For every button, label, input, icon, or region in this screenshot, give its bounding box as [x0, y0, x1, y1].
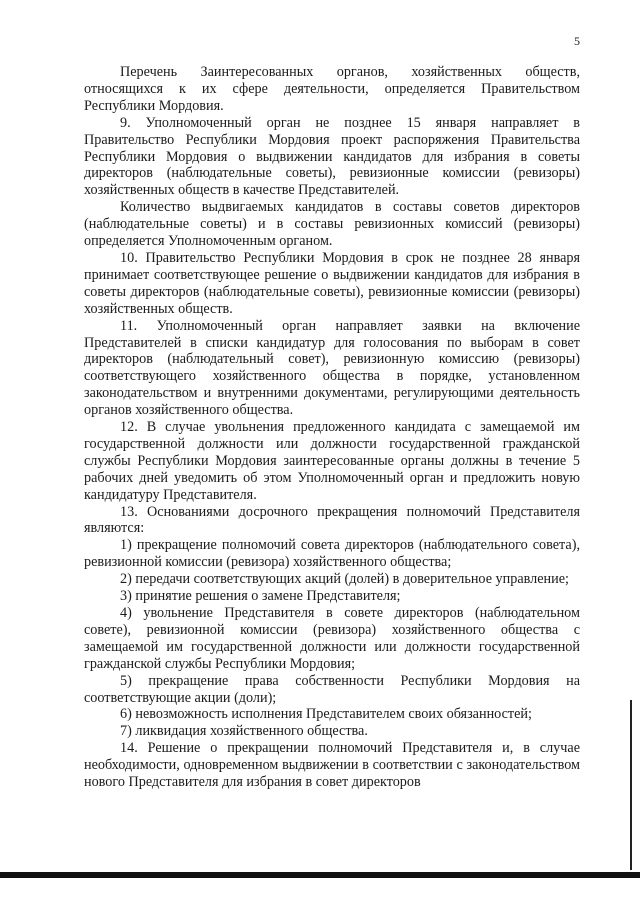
document-body — [84, 64, 580, 791]
paragraph: 13. Основаниями досрочного прекращения полномочий Представителя являются: — [84, 503, 580, 537]
scan-bottom-border — [0, 872, 640, 878]
paragraph: 14. Решение о прекращении полномочий Представителя и, в случае необходимости, одновременном выдвижении в соответствии с законодательством нового Представителя для избрания в совет директоров — [84, 740, 580, 791]
paragraph: 12. В случае увольнения предложенного кандидата с замещаемой им государственной должности или должности государственной гражданской службы Республики Мордовия заинтересованные органы должны в течение 5 рабочих дней уведомить об этом Уполномоченный орган и предложить новую кандидатуру Представителя. — [84, 419, 580, 503]
paragraph: Перечень Заинтересованных органов, хозяйственных обществ, относящихся к их сфере деятельности, определяется Правительством Республики Мордовия. — [84, 64, 580, 114]
list-item: 5) прекращение права собственности Республики Мордовия на соответствующие акции (доли); — [84, 672, 580, 706]
list-item: 6) невозможность исполнения Представителем своих обязанностей; — [120, 706, 532, 723]
paragraph: 10. Правительство Республики Мордовия в срок не позднее 28 января принимает соответствующее решение о выдвижении кандидатов для избрания в советы директоров (наблюдательные советы), ревизионные комиссии (ревизоры) хозяйственных обществ. — [84, 249, 580, 317]
list-item: 1) прекращение полномочий совета директоров (наблюдательного совета), ревизионной комиссии (ревизора) хозяйственного общества; — [84, 537, 580, 571]
list-item: 2) передачи соответствующих акций (долей) в доверительное управление; — [120, 571, 569, 588]
list-item: 3) принятие решения о замене Представителя; — [120, 588, 401, 605]
list-item: 4) увольнение Представителя в совете директоров (наблюдательном совете), ревизионной комиссии (ревизора) хозяйственного общества с замещаемой им государственной должности или должности государственной гражданской службы Республики Мордовия; — [84, 605, 580, 672]
list-item: 7) ликвидация хозяйственного общества. — [120, 723, 368, 740]
scan-edge-mark — [630, 700, 632, 870]
paragraph: 11. Уполномоченный орган направляет заявки на включение Представителей в списки кандидатур для голосования по выборам в совет директоров (наблюдательный совет), ревизионную комиссию (ревизоры) соответствующего хозяйственного общества в порядке, установленном законодательством и внутренними документами, регулирующими деятельность органов хозяйственного общества. — [84, 317, 580, 419]
page-number: 5 — [574, 34, 580, 48]
paragraph: Количество выдвигаемых кандидатов в составы советов директоров (наблюдательные советы) и в составы ревизионных комиссий (ревизоры) определяется Уполномоченным органом. — [84, 199, 580, 250]
paragraph: 9. Уполномоченный орган не позднее 15 января направляет в Правительство Республики Мордовия проект распоряжения Правительства Республики Мордовия о выдвижении кандидатов для избрания в советы директоров (наблюдательные советы), ревизионные комиссии (ревизоры) хозяйственных обществ в качестве Представителей. — [84, 114, 580, 199]
